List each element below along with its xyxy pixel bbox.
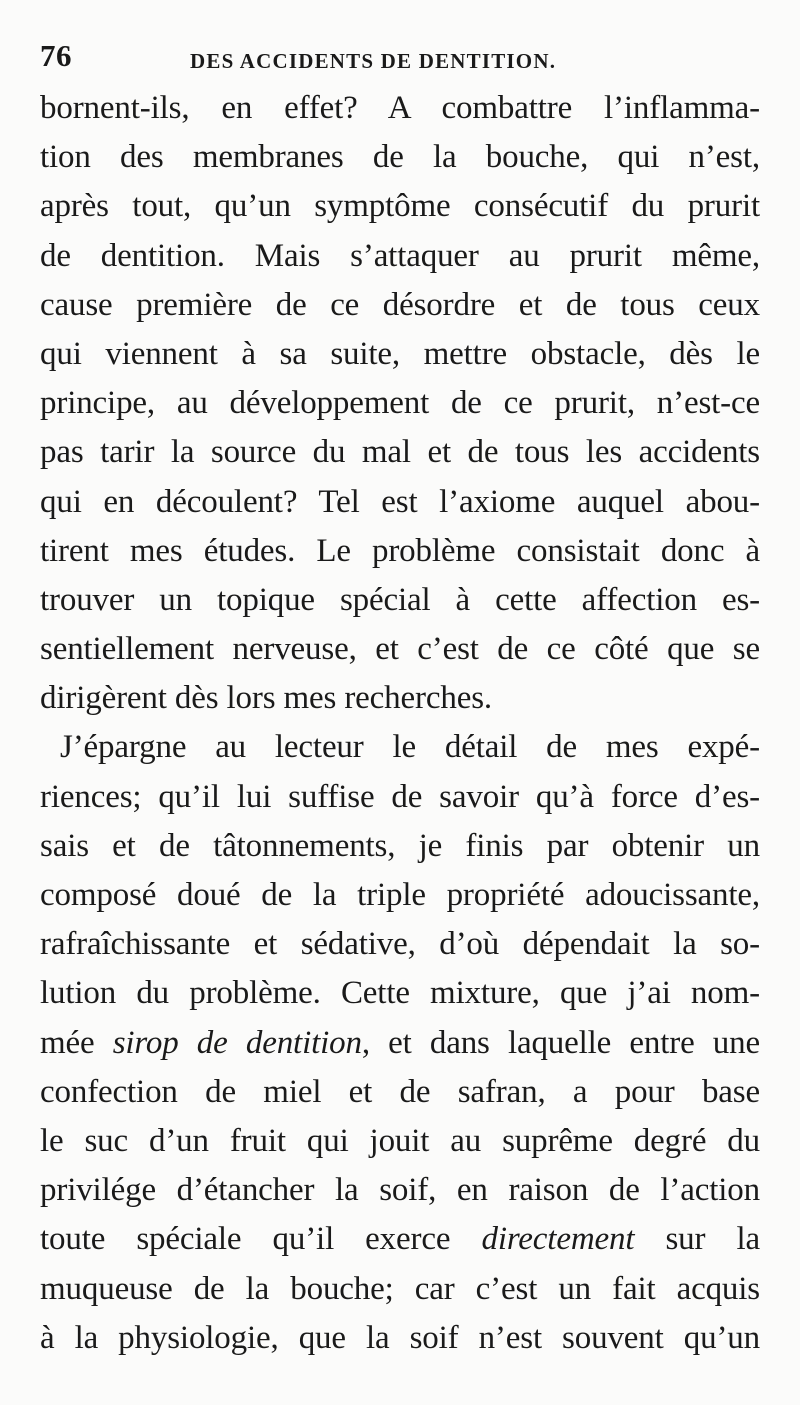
text-segment: , et dans laquelle entre une — [361, 1024, 760, 1061]
text-line: cause première de ce désordre et de tous ceux — [40, 286, 760, 323]
text-segment: sur la — [634, 1221, 760, 1258]
text-line: lution du problème. Cette mixture, que j’ai nom- — [40, 975, 760, 1012]
text-line-with-italic — [40, 1019, 760, 1068]
text-line: trouver un topique spécial à cette affection es- — [40, 581, 760, 618]
italic-term: directement — [481, 1221, 635, 1258]
text-line: principe, au développement de ce prurit, n’est-ce — [40, 385, 760, 422]
text-line: sentiellement nerveuse, et c’est de ce côté que se — [40, 631, 760, 668]
text-line: qui en découlent? Tel est l’axiome auquel abou- — [40, 483, 760, 520]
text-line: à la physiologie, que la soif n’est souvent qu’un — [40, 1319, 760, 1356]
text-line: après tout, qu’un symptôme consécutif du prurit — [40, 188, 760, 225]
text-line: composé doué de la triple propriété adoucissante, — [40, 877, 760, 913]
text-line: muqueuse de la bouche; car c’est un fait acquis — [40, 1270, 760, 1307]
running-header — [40, 38, 760, 78]
text-line: bornent-ils, en effet? A combattre l’inflamma- — [40, 90, 760, 126]
italic-term: sirop de dentition — [112, 1024, 362, 1061]
text-line: rafraîchissante et sédative, d’où dépendait la so- — [40, 926, 760, 963]
running-title: DES ACCIDENTS DE DENTITION. — [190, 49, 557, 73]
text-line: sais et de tâtonnements, je finis par obtenir un — [40, 827, 760, 864]
text-line-paragraph-end: dirigèrent dès lors mes recherches. — [40, 680, 492, 717]
text-line: le suc d’un fruit qui jouit au suprême degré du — [40, 1122, 760, 1159]
text-line: tirent mes études. Le problème consistait donc à — [40, 532, 760, 569]
text-line: confection de miel et de safran, a pour base — [40, 1073, 760, 1110]
text-line: riences; qu’il lui suffise de savoir qu’à force d’es- — [40, 778, 760, 815]
text-segment: toute spéciale qu’il exerce — [40, 1221, 482, 1258]
text-line-paragraph-start: J’épargne au lecteur le détail de mes expé- — [60, 729, 760, 766]
text-line: pas tarir la source du mal et de tous les accidents — [40, 434, 760, 471]
text-line: de dentition. Mais s’attaquer au prurit même, — [40, 237, 760, 274]
page-number: 76 — [40, 38, 72, 73]
text-line-with-italic — [40, 1215, 760, 1264]
text-line: privilége d’étancher la soif, en raison de l’action — [40, 1172, 760, 1209]
text-line: qui viennent à sa suite, mettre obstacle, dès le — [40, 335, 760, 372]
text-segment: mée — [40, 1024, 113, 1061]
text-line: tion des membranes de la bouche, qui n’est, — [40, 139, 760, 176]
body-text — [40, 84, 760, 1363]
